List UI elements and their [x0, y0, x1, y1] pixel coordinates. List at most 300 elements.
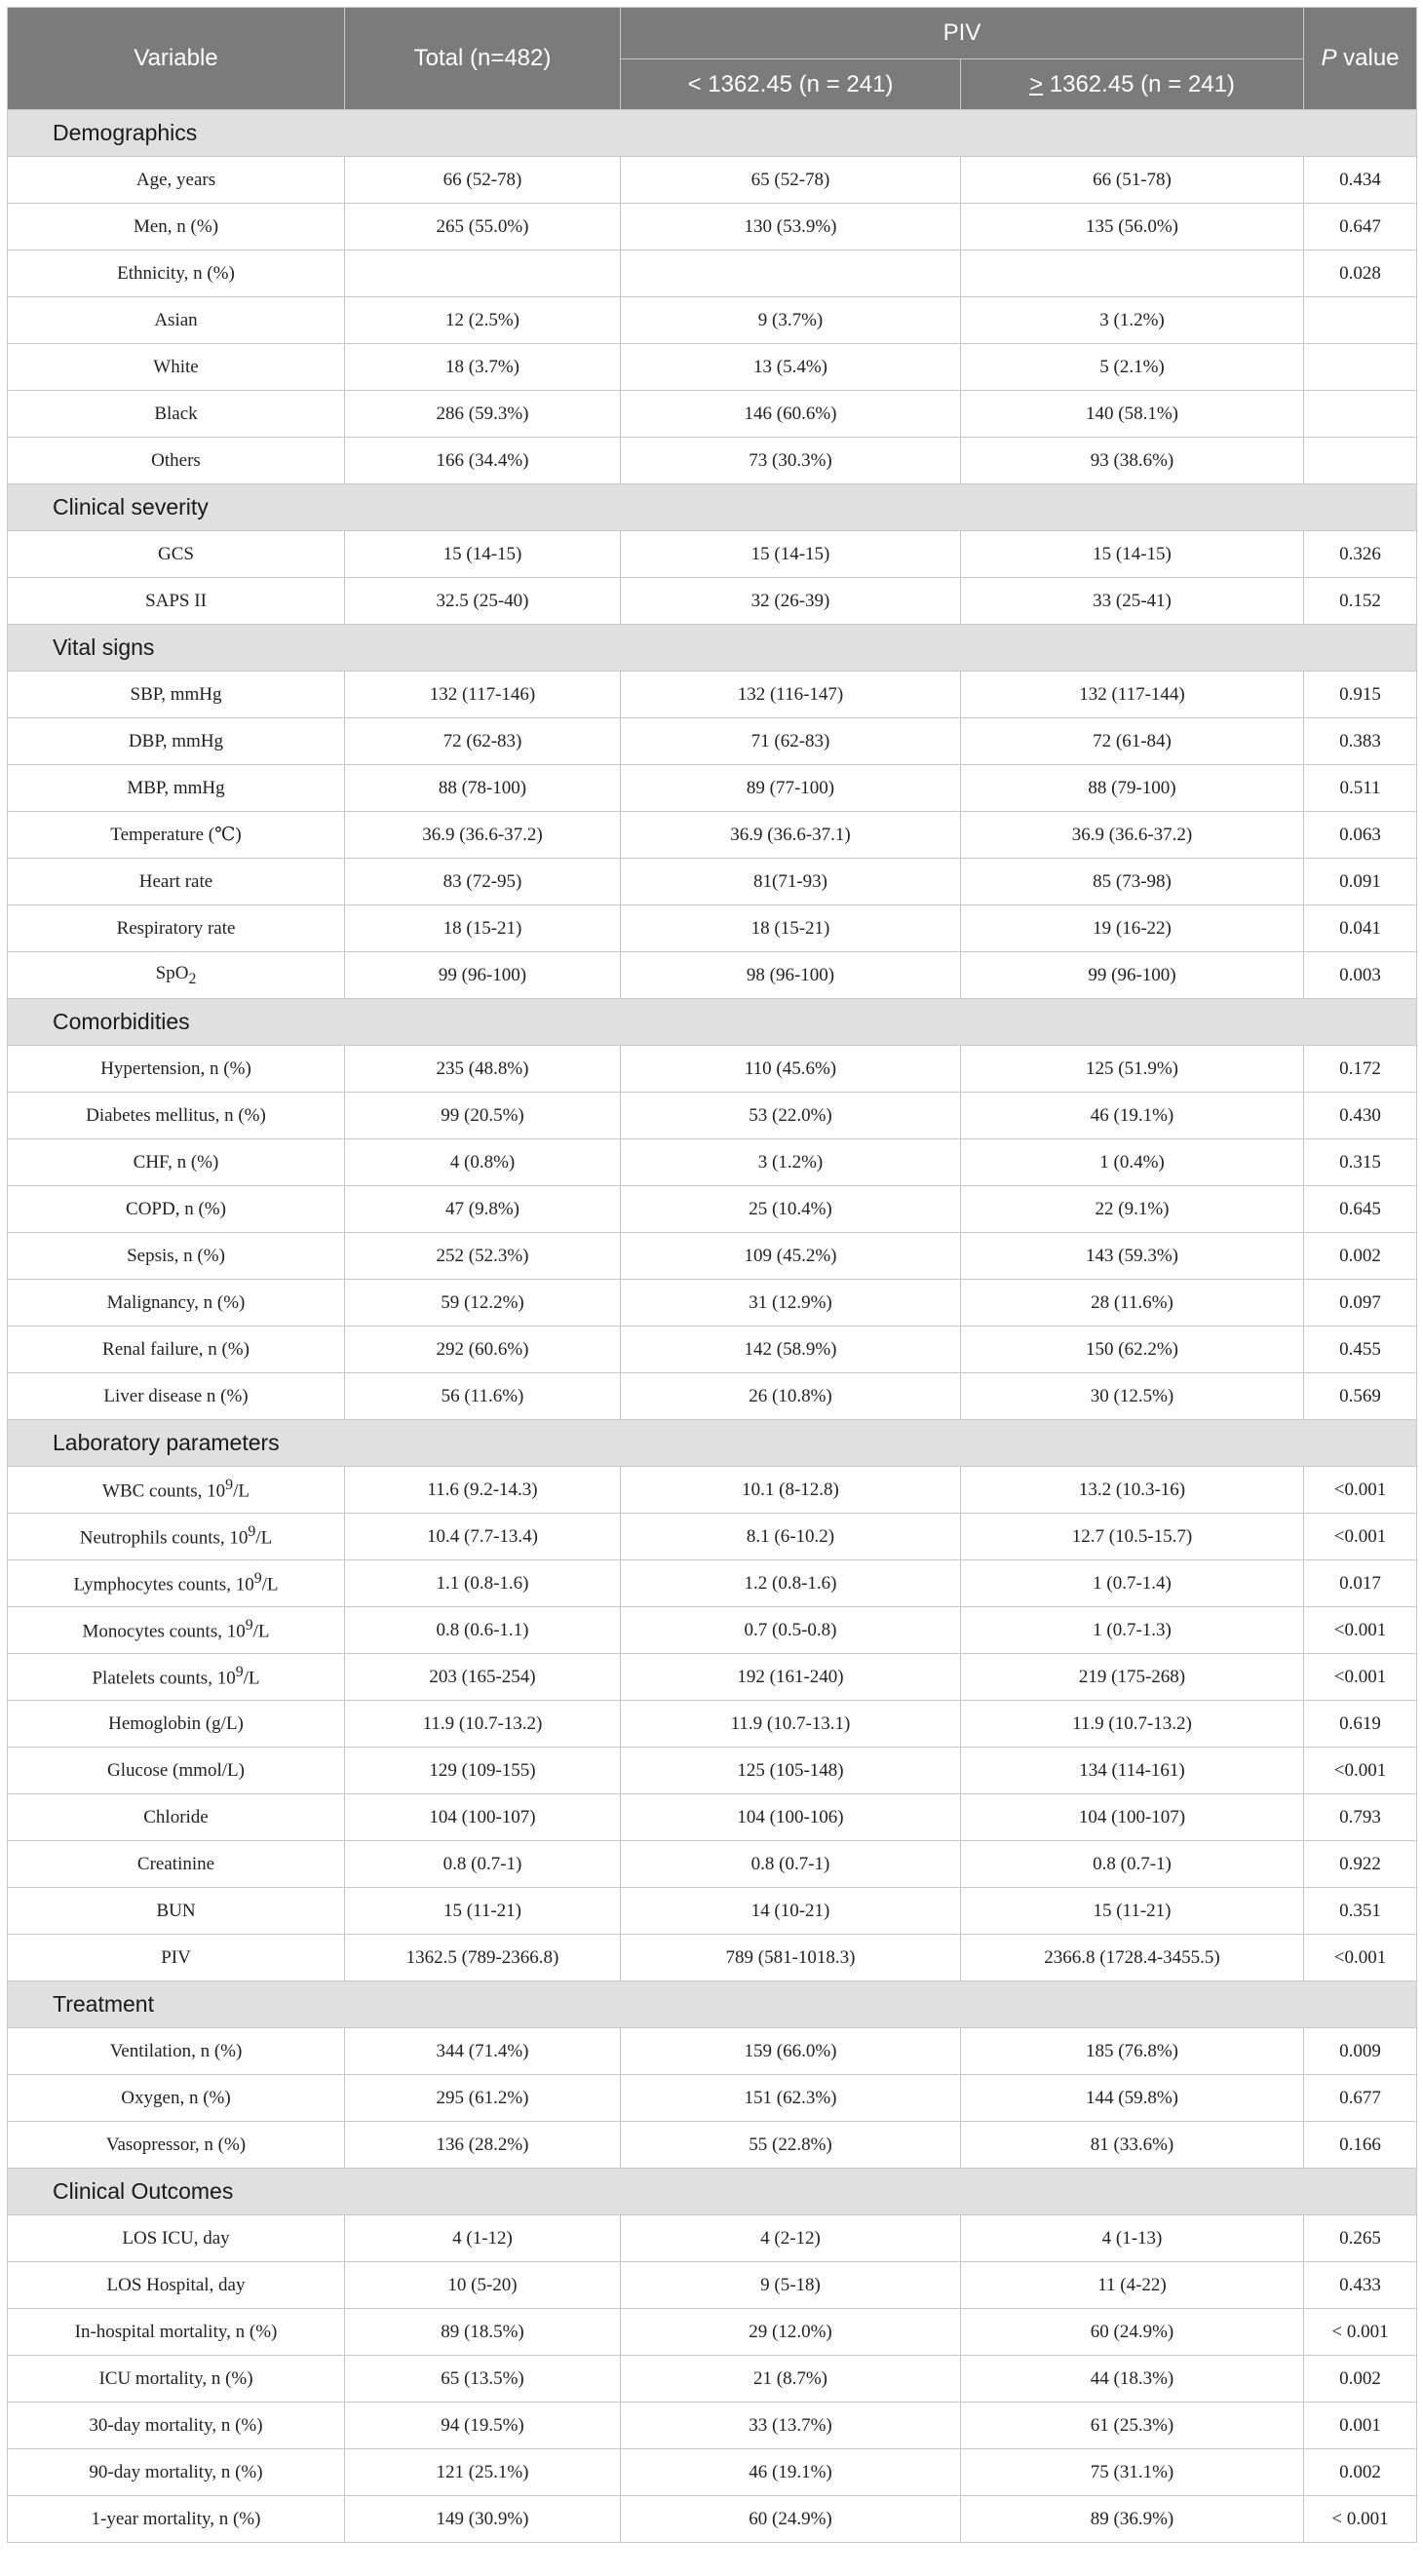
cell-p-value: 0.383	[1304, 718, 1417, 765]
cell-piv-low: 0.7 (0.5-0.8)	[621, 1607, 961, 1654]
cell-variable	[8, 2215, 345, 2262]
cell-p-value: 0.002	[1304, 1233, 1417, 1280]
cell-piv-low: 18 (15-21)	[621, 905, 961, 952]
variable-label: Others	[151, 449, 201, 471]
cell-piv-low: 98 (96-100)	[621, 952, 961, 999]
cell-variable	[8, 204, 345, 250]
cell-total: 83 (72-95)	[345, 859, 621, 905]
cell-variable	[8, 1654, 345, 1701]
cell-piv-low: 11.9 (10.7-13.1)	[621, 1701, 961, 1748]
cell-total: 11.6 (9.2-14.3)	[345, 1467, 621, 1514]
cell-piv-low: 151 (62.3%)	[621, 2075, 961, 2122]
section-title: Comorbidities	[8, 999, 1417, 1046]
cell-piv-low: 110 (45.6%)	[621, 1046, 961, 1093]
section-row	[8, 1420, 1417, 1467]
cell-variable	[8, 297, 345, 344]
cell-total: 121 (25.1%)	[345, 2449, 621, 2496]
cell-p-value: 0.002	[1304, 2449, 1417, 2496]
cell-variable	[8, 391, 345, 438]
variable-label: LOS ICU, day	[122, 2227, 230, 2249]
cell-p-value: 0.430	[1304, 1093, 1417, 1139]
variable-label: SpO	[155, 962, 189, 983]
cell-piv-high: 99 (96-100)	[961, 952, 1304, 999]
section-title: Laboratory parameters	[8, 1420, 1417, 1467]
cell-piv-high: 19 (16-22)	[961, 905, 1304, 952]
header-p-italic: P	[1321, 45, 1337, 71]
cell-total: 56 (11.6%)	[345, 1373, 621, 1420]
cell-piv-high: 75 (31.1%)	[961, 2449, 1304, 2496]
cell-variable	[8, 812, 345, 859]
table-row	[8, 2496, 1417, 2543]
table-row	[8, 2449, 1417, 2496]
cell-total: 18 (15-21)	[345, 905, 621, 952]
variable-label: Liver disease n (%)	[103, 1385, 249, 1406]
table-row	[8, 859, 1417, 905]
section-row	[8, 110, 1417, 157]
table-header	[8, 8, 1417, 110]
cell-p-value: 0.645	[1304, 1186, 1417, 1233]
cell-piv-low: 73 (30.3%)	[621, 438, 961, 484]
table-row	[8, 578, 1417, 625]
variable-label: Asian	[154, 309, 198, 330]
variable-label: Respiratory rate	[116, 917, 236, 939]
cell-total: 265 (55.0%)	[345, 204, 621, 250]
cell-p-value: 0.172	[1304, 1046, 1417, 1093]
cell-variable	[8, 2496, 345, 2543]
cell-p-value: 0.677	[1304, 2075, 1417, 2122]
cell-variable	[8, 1186, 345, 1233]
cell-variable	[8, 2403, 345, 2449]
variable-label: MBP, mmHg	[127, 777, 225, 798]
cell-piv-low: 29 (12.0%)	[621, 2309, 961, 2356]
variable-superscript: 9	[245, 1617, 253, 1634]
variable-label: COPD, n (%)	[126, 1198, 226, 1219]
cell-variable	[8, 1093, 345, 1139]
cell-p-value: < 0.001	[1304, 2496, 1417, 2543]
cell-piv-high: 125 (51.9%)	[961, 1046, 1304, 1093]
cell-total: 99 (96-100)	[345, 952, 621, 999]
variable-label: Black	[154, 403, 198, 424]
variable-label: GCS	[158, 543, 194, 564]
cell-total: 4 (1-12)	[345, 2215, 621, 2262]
cell-p-value: 0.152	[1304, 578, 1417, 625]
table-row	[8, 1514, 1417, 1560]
cell-p-value: 0.434	[1304, 157, 1417, 204]
cell-piv-low: 46 (19.1%)	[621, 2449, 961, 2496]
variable-unit-suffix: /L	[261, 1574, 279, 1596]
cell-variable	[8, 1326, 345, 1373]
cell-piv-low: 13 (5.4%)	[621, 344, 961, 391]
cell-piv-high: 219 (175-268)	[961, 1654, 1304, 1701]
table-row	[8, 1748, 1417, 1794]
table-row	[8, 2215, 1417, 2262]
table-row	[8, 2122, 1417, 2169]
baseline-characteristics-table-container	[7, 7, 1416, 2543]
cell-total: 1362.5 (789-2366.8)	[345, 1935, 621, 1981]
cell-piv-low: 14 (10-21)	[621, 1888, 961, 1935]
cell-p-value: 0.433	[1304, 2262, 1417, 2309]
cell-variable	[8, 2075, 345, 2122]
cell-total: 4 (0.8%)	[345, 1139, 621, 1186]
cell-total: 65 (13.5%)	[345, 2356, 621, 2403]
variable-label: Chloride	[143, 1806, 209, 1827]
cell-variable	[8, 2262, 345, 2309]
cell-piv-high: 33 (25-41)	[961, 578, 1304, 625]
cell-piv-low: 789 (581-1018.3)	[621, 1935, 961, 1981]
cell-total: 132 (117-146)	[345, 672, 621, 718]
cell-piv-low: 36.9 (36.6-37.1)	[621, 812, 961, 859]
cell-total: 203 (165-254)	[345, 1654, 621, 1701]
cell-piv-low: 25 (10.4%)	[621, 1186, 961, 1233]
cell-piv-high: 1 (0.4%)	[961, 1139, 1304, 1186]
cell-piv-high: 15 (14-15)	[961, 531, 1304, 578]
cell-piv-high: 1 (0.7-1.3)	[961, 1607, 1304, 1654]
cell-variable	[8, 672, 345, 718]
variable-label: 1-year mortality, n (%)	[91, 2508, 261, 2529]
cell-piv-low: 8.1 (6-10.2)	[621, 1514, 961, 1560]
cell-variable	[8, 1139, 345, 1186]
cell-piv-low: 9 (5-18)	[621, 2262, 961, 2309]
cell-piv-high: 0.8 (0.7-1)	[961, 1841, 1304, 1888]
variable-label: White	[153, 356, 199, 377]
cell-piv-high: 11 (4-22)	[961, 2262, 1304, 2309]
cell-piv-high: 89 (36.9%)	[961, 2496, 1304, 2543]
cell-piv-low: 3 (1.2%)	[621, 1139, 961, 1186]
variable-label: Ventilation, n (%)	[109, 2040, 243, 2061]
variable-unit-suffix: /L	[255, 1527, 273, 1549]
table-row	[8, 1701, 1417, 1748]
cell-p-value	[1304, 391, 1417, 438]
cell-total: 10 (5-20)	[345, 2262, 621, 2309]
cell-total: 59 (12.2%)	[345, 1280, 621, 1326]
variable-label: Sepsis, n (%)	[127, 1245, 225, 1266]
cell-piv-low: 9 (3.7%)	[621, 297, 961, 344]
variable-label: PIV	[161, 1946, 191, 1968]
table-body	[8, 110, 1417, 2543]
cell-total: 286 (59.3%)	[345, 391, 621, 438]
cell-total: 10.4 (7.7-13.4)	[345, 1514, 621, 1560]
variable-label: Men, n (%)	[133, 215, 219, 237]
variable-label: WBC counts, 10	[102, 1480, 226, 1502]
cell-total: 136 (28.2%)	[345, 2122, 621, 2169]
cell-piv-low: 1.2 (0.8-1.6)	[621, 1560, 961, 1607]
table-row	[8, 1794, 1417, 1841]
variable-label: Neutrophils counts, 10	[79, 1527, 249, 1549]
cell-piv-low: 10.1 (8-12.8)	[621, 1467, 961, 1514]
cell-p-value: 0.003	[1304, 952, 1417, 999]
table-row	[8, 1046, 1417, 1093]
table-row	[8, 157, 1417, 204]
table-row	[8, 1093, 1417, 1139]
cell-p-value: 0.569	[1304, 1373, 1417, 1420]
cell-piv-high: 66 (51-78)	[961, 157, 1304, 204]
variable-label: BUN	[156, 1900, 196, 1921]
variable-unit-suffix: /L	[252, 1621, 270, 1642]
cell-piv-high: 2366.8 (1728.4-3455.5)	[961, 1935, 1304, 1981]
cell-p-value: 0.793	[1304, 1794, 1417, 1841]
cell-variable	[8, 250, 345, 297]
cell-piv-high: 36.9 (36.6-37.2)	[961, 812, 1304, 859]
cell-p-value: 0.922	[1304, 1841, 1417, 1888]
cell-variable	[8, 1888, 345, 1935]
cell-piv-high: 144 (59.8%)	[961, 2075, 1304, 2122]
cell-variable	[8, 344, 345, 391]
cell-total: 0.8 (0.7-1)	[345, 1841, 621, 1888]
cell-p-value: <0.001	[1304, 1467, 1417, 1514]
cell-variable	[8, 2356, 345, 2403]
cell-piv-low: 104 (100-106)	[621, 1794, 961, 1841]
cell-piv-low: 21 (8.7%)	[621, 2356, 961, 2403]
cell-variable	[8, 1514, 345, 1560]
cell-variable	[8, 578, 345, 625]
cell-total: 1.1 (0.8-1.6)	[345, 1560, 621, 1607]
cell-total: 15 (11-21)	[345, 1888, 621, 1935]
baseline-characteristics-table	[7, 7, 1417, 2543]
cell-piv-high: 61 (25.3%)	[961, 2403, 1304, 2449]
cell-piv-high: 72 (61-84)	[961, 718, 1304, 765]
cell-variable	[8, 905, 345, 952]
cell-piv-high: 143 (59.3%)	[961, 1233, 1304, 1280]
cell-variable	[8, 1467, 345, 1514]
cell-variable	[8, 531, 345, 578]
section-title: Treatment	[8, 1981, 1417, 2028]
cell-total: 252 (52.3%)	[345, 1233, 621, 1280]
cell-variable	[8, 2449, 345, 2496]
section-title: Vital signs	[8, 625, 1417, 672]
cell-total: 129 (109-155)	[345, 1748, 621, 1794]
cell-p-value	[1304, 438, 1417, 484]
table-row	[8, 718, 1417, 765]
table-row	[8, 438, 1417, 484]
cell-piv-high: 15 (11-21)	[961, 1888, 1304, 1935]
variable-label: Glucose (mmol/L)	[107, 1759, 245, 1781]
cell-p-value	[1304, 297, 1417, 344]
cell-variable	[8, 1794, 345, 1841]
cell-total: 99 (20.5%)	[345, 1093, 621, 1139]
cell-p-value: 0.326	[1304, 531, 1417, 578]
cell-piv-high: 132 (117-144)	[961, 672, 1304, 718]
cell-total: 344 (71.4%)	[345, 2028, 621, 2075]
cell-piv-high: 104 (100-107)	[961, 1794, 1304, 1841]
variable-label: Renal failure, n (%)	[102, 1338, 250, 1360]
header-piv-low: < 1362.45 (n = 241)	[621, 59, 961, 110]
section-title: Clinical severity	[8, 484, 1417, 531]
variable-unit-suffix: /L	[233, 1480, 250, 1502]
variable-label: LOS Hospital, day	[106, 2274, 246, 2295]
cell-total: 166 (34.4%)	[345, 438, 621, 484]
variable-label: Hypertension, n (%)	[100, 1057, 251, 1079]
variable-label: Age, years	[135, 169, 216, 190]
header-variable: Variable	[8, 8, 345, 110]
cell-piv-low: 159 (66.0%)	[621, 2028, 961, 2075]
variable-superscript: 9	[235, 1664, 244, 1681]
variable-label: DBP, mmHg	[128, 730, 224, 751]
cell-total: 104 (100-107)	[345, 1794, 621, 1841]
table-row	[8, 2028, 1417, 2075]
variable-label: ICU mortality, n (%)	[98, 2367, 253, 2389]
header-piv-high	[961, 59, 1304, 110]
cell-piv-low: 125 (105-148)	[621, 1748, 961, 1794]
cell-piv-high: 88 (79-100)	[961, 765, 1304, 812]
table-row	[8, 765, 1417, 812]
cell-total: 15 (14-15)	[345, 531, 621, 578]
cell-p-value: 0.002	[1304, 2356, 1417, 2403]
cell-p-value: <0.001	[1304, 1654, 1417, 1701]
cell-piv-high: 30 (12.5%)	[961, 1373, 1304, 1420]
cell-p-value: 0.097	[1304, 1280, 1417, 1326]
header-p-value	[1304, 8, 1417, 110]
table-row	[8, 531, 1417, 578]
variable-label: SAPS II	[145, 590, 207, 611]
cell-total: 12 (2.5%)	[345, 297, 621, 344]
cell-p-value: 0.265	[1304, 2215, 1417, 2262]
cell-total: 11.9 (10.7-13.2)	[345, 1701, 621, 1748]
cell-variable	[8, 952, 345, 999]
cell-variable	[8, 1748, 345, 1794]
variable-label: SBP, mmHg	[130, 683, 222, 705]
header-total: Total (n=482)	[345, 8, 621, 110]
table-row	[8, 1888, 1417, 1935]
cell-piv-high: 5 (2.1%)	[961, 344, 1304, 391]
table-row	[8, 2403, 1417, 2449]
cell-variable	[8, 718, 345, 765]
cell-piv-high: 44 (18.3%)	[961, 2356, 1304, 2403]
cell-variable	[8, 859, 345, 905]
cell-piv-high: 60 (24.9%)	[961, 2309, 1304, 2356]
cell-piv-high: 150 (62.2%)	[961, 1326, 1304, 1373]
cell-p-value: 0.511	[1304, 765, 1417, 812]
header-p-rest: value	[1336, 45, 1400, 71]
cell-variable	[8, 1233, 345, 1280]
variable-unit-suffix: /L	[243, 1668, 260, 1689]
variable-label: Malignancy, n (%)	[106, 1291, 246, 1313]
variable-label: Monocytes counts, 10	[82, 1621, 246, 1642]
table-row	[8, 1467, 1417, 1514]
cell-total: 89 (18.5%)	[345, 2309, 621, 2356]
cell-piv-low: 142 (58.9%)	[621, 1326, 961, 1373]
cell-total: 47 (9.8%)	[345, 1186, 621, 1233]
cell-variable	[8, 1841, 345, 1888]
cell-total: 18 (3.7%)	[345, 344, 621, 391]
table-row	[8, 1139, 1417, 1186]
variable-label: Hemoglobin (g/L)	[108, 1712, 244, 1734]
table-row	[8, 1233, 1417, 1280]
cell-total: 149 (30.9%)	[345, 2496, 621, 2543]
section-row	[8, 484, 1417, 531]
table-row	[8, 344, 1417, 391]
table-row	[8, 2262, 1417, 2309]
cell-variable	[8, 2309, 345, 2356]
variable-label: Oxygen, n (%)	[121, 2087, 231, 2108]
cell-variable	[8, 1935, 345, 1981]
variable-label: 30-day mortality, n (%)	[89, 2414, 263, 2436]
cell-piv-high: 12.7 (10.5-15.7)	[961, 1514, 1304, 1560]
cell-p-value	[1304, 344, 1417, 391]
cell-piv-high: 93 (38.6%)	[961, 438, 1304, 484]
cell-piv-high: 85 (73-98)	[961, 859, 1304, 905]
cell-piv-low: 0.8 (0.7-1)	[621, 1841, 961, 1888]
cell-piv-low: 71 (62-83)	[621, 718, 961, 765]
cell-p-value: <0.001	[1304, 1514, 1417, 1560]
variable-label: Creatinine	[136, 1853, 215, 1874]
variable-superscript: 9	[225, 1477, 234, 1494]
cell-variable	[8, 2028, 345, 2075]
cell-p-value: 0.619	[1304, 1701, 1417, 1748]
cell-piv-low: 192 (161-240)	[621, 1654, 961, 1701]
table-row	[8, 2356, 1417, 2403]
cell-piv-low: 65 (52-78)	[621, 157, 961, 204]
cell-piv-high: 11.9 (10.7-13.2)	[961, 1701, 1304, 1748]
cell-p-value: <0.001	[1304, 1748, 1417, 1794]
variable-label: Vasopressor, n (%)	[105, 2134, 247, 2155]
cell-variable	[8, 157, 345, 204]
cell-piv-low: 55 (22.8%)	[621, 2122, 961, 2169]
cell-piv-high: 4 (1-13)	[961, 2215, 1304, 2262]
variable-label: 90-day mortality, n (%)	[89, 2461, 263, 2482]
cell-total: 32.5 (25-40)	[345, 578, 621, 625]
variable-label: Heart rate	[138, 870, 213, 892]
table-row	[8, 297, 1417, 344]
section-title: Demographics	[8, 110, 1417, 157]
cell-variable	[8, 438, 345, 484]
table-row	[8, 250, 1417, 297]
cell-piv-low: 31 (12.9%)	[621, 1280, 961, 1326]
cell-piv-low: 32 (26-39)	[621, 578, 961, 625]
table-row	[8, 952, 1417, 999]
cell-p-value: 0.455	[1304, 1326, 1417, 1373]
variable-label: Lymphocytes counts, 10	[73, 1574, 254, 1596]
cell-variable	[8, 1280, 345, 1326]
cell-piv-low: 26 (10.8%)	[621, 1373, 961, 1420]
cell-total: 235 (48.8%)	[345, 1046, 621, 1093]
cell-p-value: <0.001	[1304, 1935, 1417, 1981]
variable-label: Temperature (℃)	[110, 825, 242, 845]
cell-variable	[8, 1046, 345, 1093]
cell-piv-low: 132 (116-147)	[621, 672, 961, 718]
variable-subscript: 2	[188, 970, 197, 987]
table-row	[8, 812, 1417, 859]
variable-label: In-hospital mortality, n (%)	[74, 2321, 278, 2342]
cell-p-value: 0.063	[1304, 812, 1417, 859]
variable-superscript: 9	[253, 1570, 262, 1588]
variable-superscript: 9	[248, 1523, 256, 1541]
table-row	[8, 1186, 1417, 1233]
cell-total: 88 (78-100)	[345, 765, 621, 812]
cell-p-value: 0.041	[1304, 905, 1417, 952]
cell-total	[345, 250, 621, 297]
cell-piv-low: 15 (14-15)	[621, 531, 961, 578]
cell-p-value: 0.166	[1304, 2122, 1417, 2169]
header-piv: PIV	[621, 8, 1304, 59]
header-row-1	[8, 8, 1417, 59]
cell-variable	[8, 1607, 345, 1654]
cell-piv-high	[961, 250, 1304, 297]
cell-total: 292 (60.6%)	[345, 1326, 621, 1373]
table-row	[8, 391, 1417, 438]
cell-piv-low: 109 (45.2%)	[621, 1233, 961, 1280]
header-high-rest: 1362.45 (n = 241)	[1043, 70, 1235, 97]
cell-piv-high: 1 (0.7-1.4)	[961, 1560, 1304, 1607]
table-row	[8, 1373, 1417, 1420]
cell-piv-high: 28 (11.6%)	[961, 1280, 1304, 1326]
cell-p-value: < 0.001	[1304, 2309, 1417, 2356]
table-row	[8, 905, 1417, 952]
cell-variable	[8, 1701, 345, 1748]
cell-p-value: 0.017	[1304, 1560, 1417, 1607]
cell-piv-high: 3 (1.2%)	[961, 297, 1304, 344]
table-row	[8, 1654, 1417, 1701]
cell-piv-high: 13.2 (10.3-16)	[961, 1467, 1304, 1514]
